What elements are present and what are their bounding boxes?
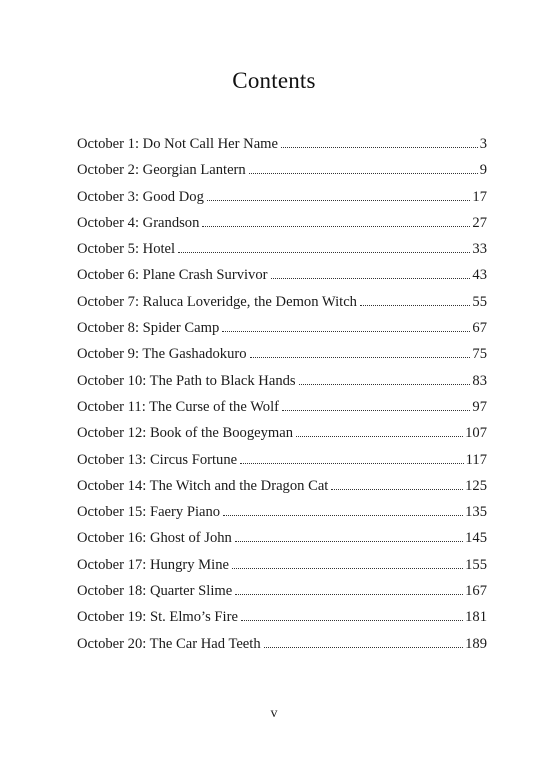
toc-entry: [77, 555, 487, 581]
toc-entry-title: October 17: Hungry Mine: [77, 556, 229, 573]
toc-entry-page-number: 33: [472, 241, 487, 258]
dot-leader: [202, 225, 470, 227]
dot-leader: [331, 488, 463, 490]
toc-entry: [77, 160, 487, 186]
toc-entry-title: October 4: Grandson: [77, 214, 200, 231]
toc-entry: [77, 371, 487, 397]
toc-entry-title: October 7: Raluca Loveridge, the Demon Witch: [77, 293, 357, 310]
toc-entry-page-number: 145: [465, 530, 487, 547]
toc-entry-title: October 8: Spider Camp: [77, 320, 220, 337]
dot-leader: [240, 462, 464, 464]
toc-entry-title: October 15: Faery Piano: [77, 504, 221, 521]
toc-entry: [77, 344, 487, 370]
table-of-contents: [77, 134, 487, 660]
toc-entry-title: October 12: Book of the Boogeyman: [77, 425, 294, 442]
dot-leader: [281, 146, 478, 148]
dot-leader: [299, 383, 471, 385]
toc-entry-page-number: 17: [472, 188, 487, 205]
toc-entry: [77, 265, 487, 291]
toc-entry-page-number: 9: [479, 162, 487, 179]
toc-entry-title: October 19: St. Elmo’s Fire: [77, 609, 238, 626]
dot-leader: [282, 409, 470, 411]
toc-entry-title: October 20: The Car Had Teeth: [77, 635, 261, 652]
dot-leader: [222, 330, 470, 332]
page-title: Contents: [232, 68, 316, 93]
page-number: v: [270, 706, 278, 721]
toc-entry-page-number: 125: [465, 477, 487, 494]
toc-entry: [77, 134, 487, 160]
toc-entry-page-number: 97: [472, 398, 487, 415]
toc-entry-title: October 10: The Path to Black Hands: [77, 372, 296, 389]
toc-entry: [77, 607, 487, 633]
toc-entry-page-number: 117: [465, 451, 487, 468]
toc-entry-page-number: 167: [465, 583, 487, 600]
toc-entry-page-number: 43: [472, 267, 487, 284]
toc-entry-title: October 9: The Gashadokuro: [77, 346, 247, 363]
toc-entry-title: October 5: Hotel: [77, 241, 176, 258]
toc-entry: [77, 528, 487, 554]
toc-entry-title: October 6: Plane Crash Survivor: [77, 267, 268, 284]
dot-leader: [207, 199, 471, 201]
toc-entry: [77, 450, 487, 476]
toc-entry-title: October 11: The Curse of the Wolf: [77, 398, 280, 415]
toc-entry-page-number: 135: [465, 504, 487, 521]
toc-entry: [77, 213, 487, 239]
dot-leader: [296, 435, 463, 437]
toc-entry-page-number: 75: [472, 346, 487, 363]
dot-leader: [271, 277, 471, 279]
toc-entry-page-number: 181: [465, 609, 487, 626]
toc-entry-title: October 16: Ghost of John: [77, 530, 232, 547]
toc-entry-title: October 14: The Witch and the Dragon Cat: [77, 477, 329, 494]
toc-entry: [77, 476, 487, 502]
toc-entry: [77, 187, 487, 213]
toc-entry-page-number: 55: [472, 293, 487, 310]
toc-entry-page-number: 67: [472, 320, 487, 337]
toc-entry-page-number: 83: [472, 372, 487, 389]
toc-entry: [77, 581, 487, 607]
toc-entry: [77, 318, 487, 344]
toc-entry-title: October 2: Georgian Lantern: [77, 162, 246, 179]
toc-entry: [77, 423, 487, 449]
toc-entry-page-number: 27: [472, 214, 487, 231]
toc-entry: [77, 502, 487, 528]
toc-entry-page-number: 155: [465, 556, 487, 573]
dot-leader: [264, 646, 463, 648]
dot-leader: [235, 593, 463, 595]
dot-leader: [235, 540, 463, 542]
toc-entry-title: October 13: Circus Fortune: [77, 451, 238, 468]
toc-entry-page-number: 3: [479, 136, 487, 152]
toc-entry-title: October 1: Do Not Call Her Name: [77, 136, 279, 152]
toc-entry: [77, 397, 487, 423]
toc-entry-title: October 18: Quarter Slime: [77, 583, 233, 600]
dot-leader: [250, 356, 471, 358]
dot-leader: [223, 514, 463, 516]
toc-entry-page-number: 107: [465, 425, 487, 442]
toc-entry-page-number: 189: [465, 635, 487, 652]
dot-leader: [249, 172, 478, 174]
toc-entry: [77, 292, 487, 318]
dot-leader: [232, 567, 463, 569]
dot-leader: [360, 304, 470, 306]
toc-entry-title: October 3: Good Dog: [77, 188, 204, 205]
dot-leader: [241, 619, 463, 621]
toc-entry: [77, 634, 487, 660]
dot-leader: [178, 251, 470, 253]
toc-entry: [77, 239, 487, 265]
